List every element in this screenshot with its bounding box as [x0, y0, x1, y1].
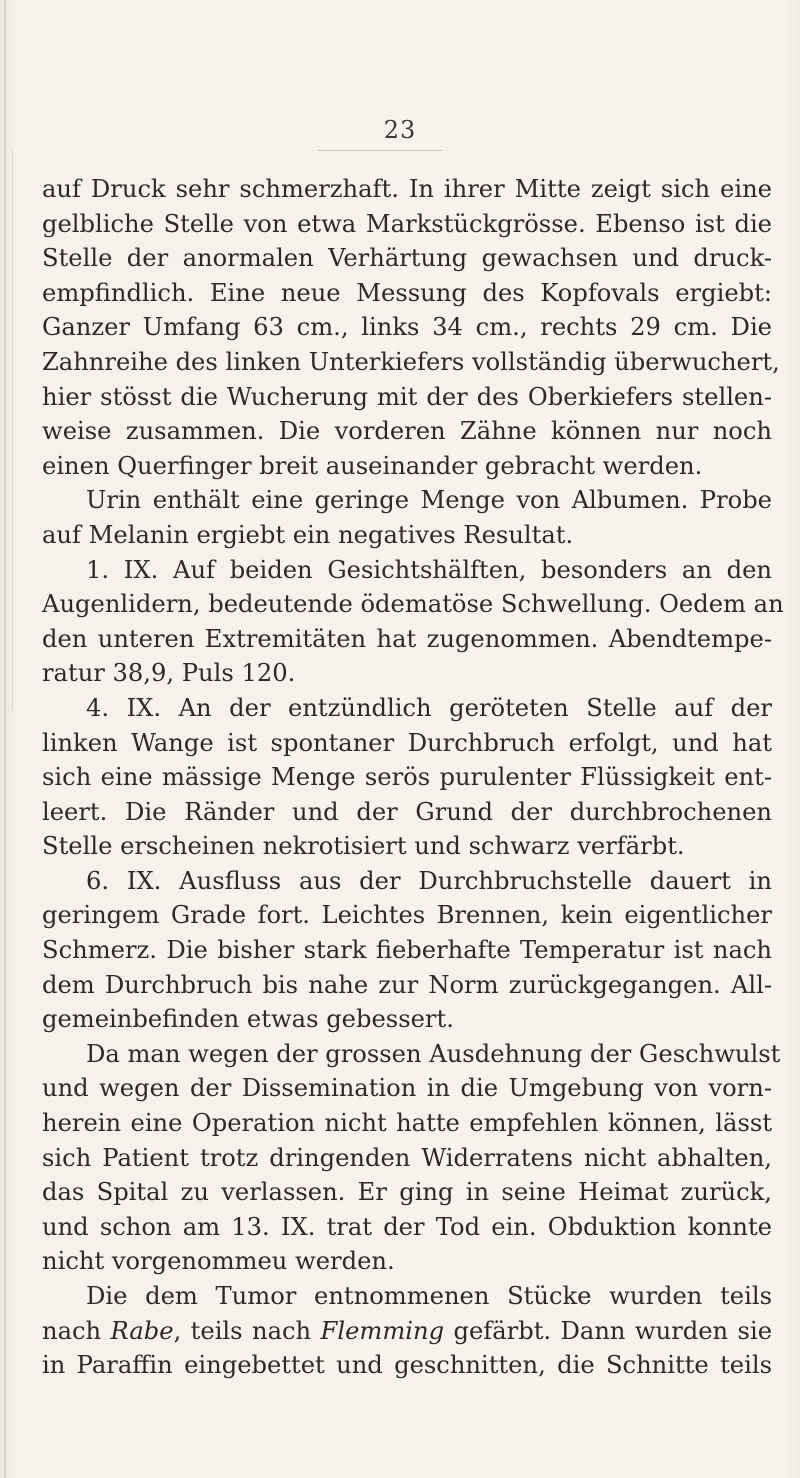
page-edge-shadow — [4, 0, 6, 1478]
author-name: Rabe — [110, 1316, 174, 1345]
text-line: hier stösst die Wucherung mit der des Oberkiefers stellen- — [42, 382, 772, 411]
text-line: sich Patient trotz dringenden Widerratens nicht abhalten, — [42, 1143, 772, 1172]
text-line: Da man wegen der grossen Ausdehnung der Geschwulst — [86, 1039, 781, 1068]
text-line: nicht vorgenommeu werden. — [42, 1247, 395, 1276]
text-line: leert. Die Ränder und der Grund der durchbrochenen — [42, 797, 772, 826]
text-line: Stelle der anormalen Verhärtung gewachsen und druck- — [42, 244, 772, 273]
text-line: Urin enthält eine geringe Menge von Albumen. Probe — [86, 486, 772, 515]
text-line: auf Druck sehr schmerzhaft. In ihrer Mitte zeigt sich eine — [42, 175, 772, 203]
text-line: Augenlidern, bedeutende ödematöse Schwellung. Oedem an — [42, 590, 784, 619]
text-line: weise zusammen. Die vorderen Zähne können nur noch — [42, 417, 772, 446]
text-line: gelbliche Stelle von etwa Markstückgrösse. Ebenso ist die — [42, 209, 772, 238]
text-line: sich eine mässige Menge serös purulenter Flüssigkeit ent- — [42, 763, 772, 792]
text-line: auf Melanin ergiebt ein negatives Resultat. — [42, 520, 574, 549]
page-number: 23 — [383, 116, 417, 144]
text-line: 4. IX. An der entzündlich geröteten Stelle auf der — [86, 693, 772, 722]
text-line: Schmerz. Die bisher stark fieberhafte Temperatur ist nach — [42, 936, 772, 965]
text-line: 6. IX. Ausfluss aus der Durchbruchstelle dauert in — [86, 866, 772, 895]
text-line: den unteren Extremitäten hat zugenommen. Abendtempe- — [42, 624, 772, 653]
text-fragment: , teils nach — [173, 1316, 321, 1345]
text-line: empfindlich. Eine neue Messung des Kopfovals ergiebt: — [42, 278, 772, 307]
text-line: gemeinbefinden etwas gebessert. — [42, 1005, 454, 1034]
text-line — [42, 1314, 772, 1349]
text-fragment: nach — [42, 1316, 111, 1345]
text-line: Ganzer Umfang 63 cm., links 34 cm., rechts 29 cm. Die — [42, 313, 772, 342]
text-line: ratur 38,9, Puls 120. — [42, 659, 296, 688]
body-text — [42, 172, 784, 1383]
text-line: herein eine Operation nicht hatte empfehlen können, lässt — [42, 1109, 772, 1138]
text-line: einen Querfinger breit auseinander gebracht werden. — [42, 451, 703, 480]
text-line: dem Durchbruch bis nahe zur Norm zurückgegangen. All- — [42, 970, 772, 999]
text-line: in Paraffin eingebettet und geschnitten, die Schnitte teils — [42, 1351, 772, 1380]
text-line: und wegen der Dissemination in die Umgebung von vorn- — [42, 1074, 772, 1103]
text-line: Die dem Tumor entnommenen Stücke wurden teils — [86, 1282, 772, 1310]
text-line: Stelle erscheinen nekrotisiert und schwarz verfärbt. — [42, 832, 685, 861]
text-line: Zahnreihe des linken Unterkiefers vollständig überwuchert, — [42, 347, 780, 376]
header-rule — [318, 150, 442, 151]
text-line: geringem Grade fort. Leichtes Brennen, kein eigentlicher — [42, 901, 772, 930]
text-line: das Spital zu verlassen. Er ging in seine Heimat zurück, — [42, 1178, 772, 1207]
text-line: 1. IX. Auf beiden Gesichtshälften, besonders an den — [86, 555, 772, 584]
author-name: Flemming — [320, 1316, 445, 1345]
text-line: und schon am 13. IX. trat der Tod ein. Obduktion konnte — [42, 1212, 772, 1241]
text-line: linken Wange ist spontaner Durchbruch erfolgt, und hat — [42, 728, 772, 757]
page-edge-mark — [12, 150, 13, 710]
text-fragment: gefärbt. Dann wurden sie — [444, 1316, 773, 1345]
